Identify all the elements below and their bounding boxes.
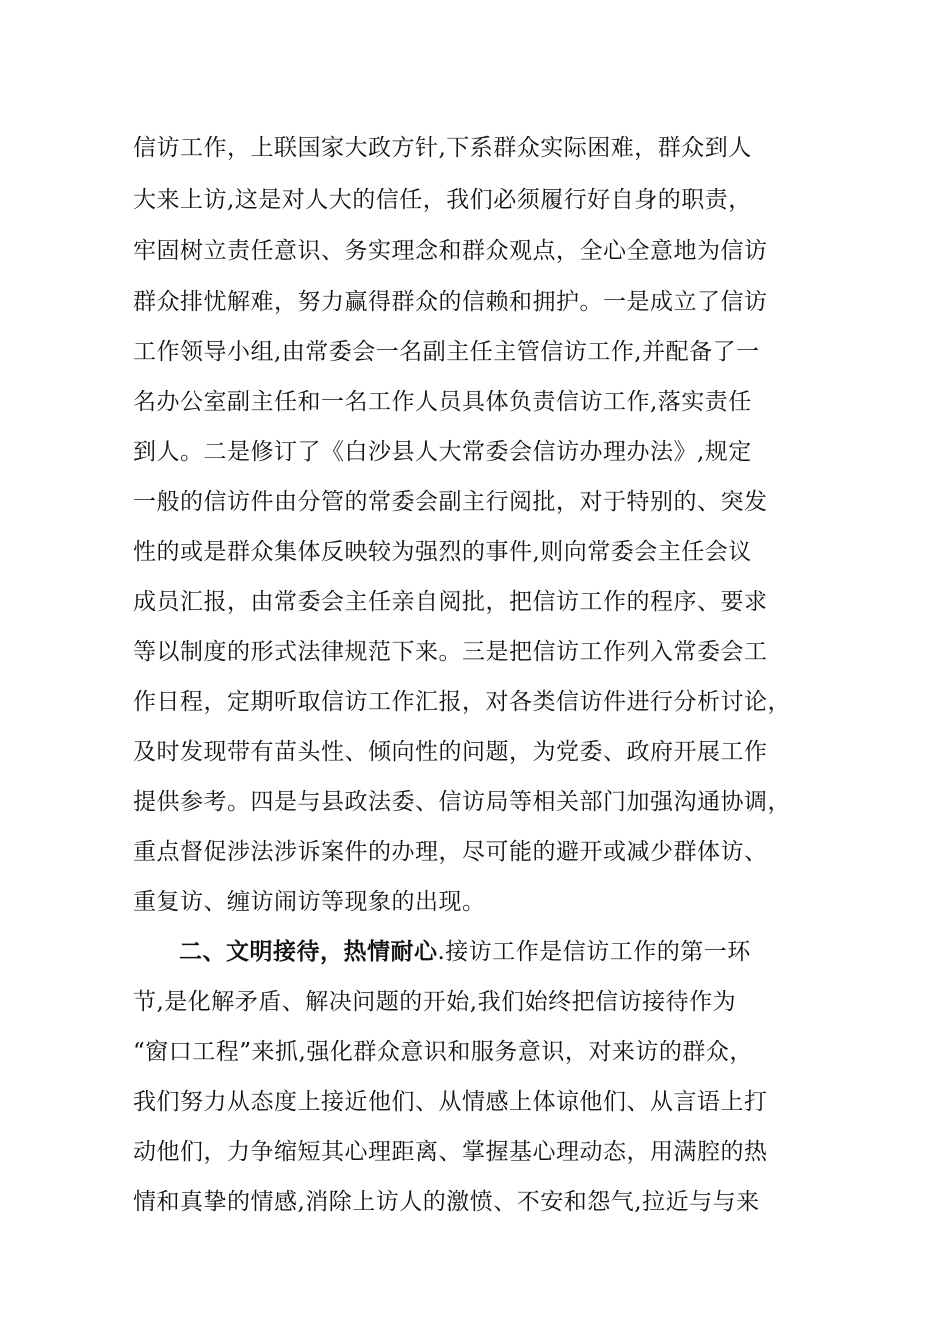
paragraph-line: 一般的信访件由分管的常委会副主行阅批，对于特别的、突发 <box>133 489 768 515</box>
paragraph-line: 成员汇报，由常委会主任亲自阅批，把信访工作的程序、要求 <box>133 589 768 615</box>
paragraph-line: 大来上访,这是对人大的信任，我们必须履行好自身的职责， <box>133 187 752 213</box>
paragraph-line: 动他们，力争缩短其心理距离、掌握基心理动态，用满腔的热 <box>133 1139 768 1165</box>
section-heading: 二、文明接待，热情耐心 <box>179 939 438 965</box>
paragraph-line: 重复访、缠访闹访等现象的出现。 <box>133 889 486 915</box>
paragraph-line: 到人。二是修订了《白沙县人大常委会信访办理办法》,规定 <box>133 439 752 465</box>
paragraph-line: 我们努力从态度上接近他们、从情感上体谅他们、从言语上打 <box>133 1089 768 1115</box>
paragraph-line: 及时发现带有苗头性、倾向性的问题，为党委、政府开展工作 <box>133 739 768 765</box>
paragraph-line: 节,是化解矛盾、解决问题的开始,我们始终把信访接待作为 <box>133 989 737 1015</box>
paragraph-line: 情和真挚的情感,消除上访人的激愤、不安和怨气,拉近与与来 <box>133 1189 760 1215</box>
paragraph-line: 等以制度的形式法律规范下来。三是把信访工作列入常委会工 <box>133 639 768 665</box>
paragraph-line: 名办公室副主任和一名工作人员具体负责信访工作,落实责任 <box>133 389 752 415</box>
section-heading-continuation: .接访工作是信访工作的第一环 <box>437 939 751 965</box>
paragraph-line: 提供参考。四是与县政法委、信访局等相关部门加强沟通协调， <box>133 789 791 815</box>
paragraph-line: “窗口工程”来抓,强化群众意识和服务意识，对来访的群众， <box>133 1039 753 1065</box>
paragraph-line: 重点督促涉法涉诉案件的办理，尽可能的避开或减少群体访、 <box>133 839 768 865</box>
paragraph-line: 群众排忧解难，努力赢得群众的信赖和拥护。一是成立了信访 <box>133 289 768 315</box>
section-first-line <box>179 938 751 966</box>
paragraph-line: 性的或是群众集体反映较为强烈的事件,则向常委会主任会议 <box>133 539 752 565</box>
paragraph-line: 牢固树立责任意识、务实理念和群众观点，全心全意地为信访 <box>133 238 768 264</box>
paragraph-line: 信访工作，上联国家大政方针,下系群众实际困难，群众到人 <box>133 135 752 161</box>
paragraph-line: 工作领导小组,由常委会一名副主任主管信访工作,并配备了一 <box>133 339 760 365</box>
paragraph-line: 作日程，定期听取信访工作汇报，对各类信访件进行分析讨论， <box>133 689 791 715</box>
